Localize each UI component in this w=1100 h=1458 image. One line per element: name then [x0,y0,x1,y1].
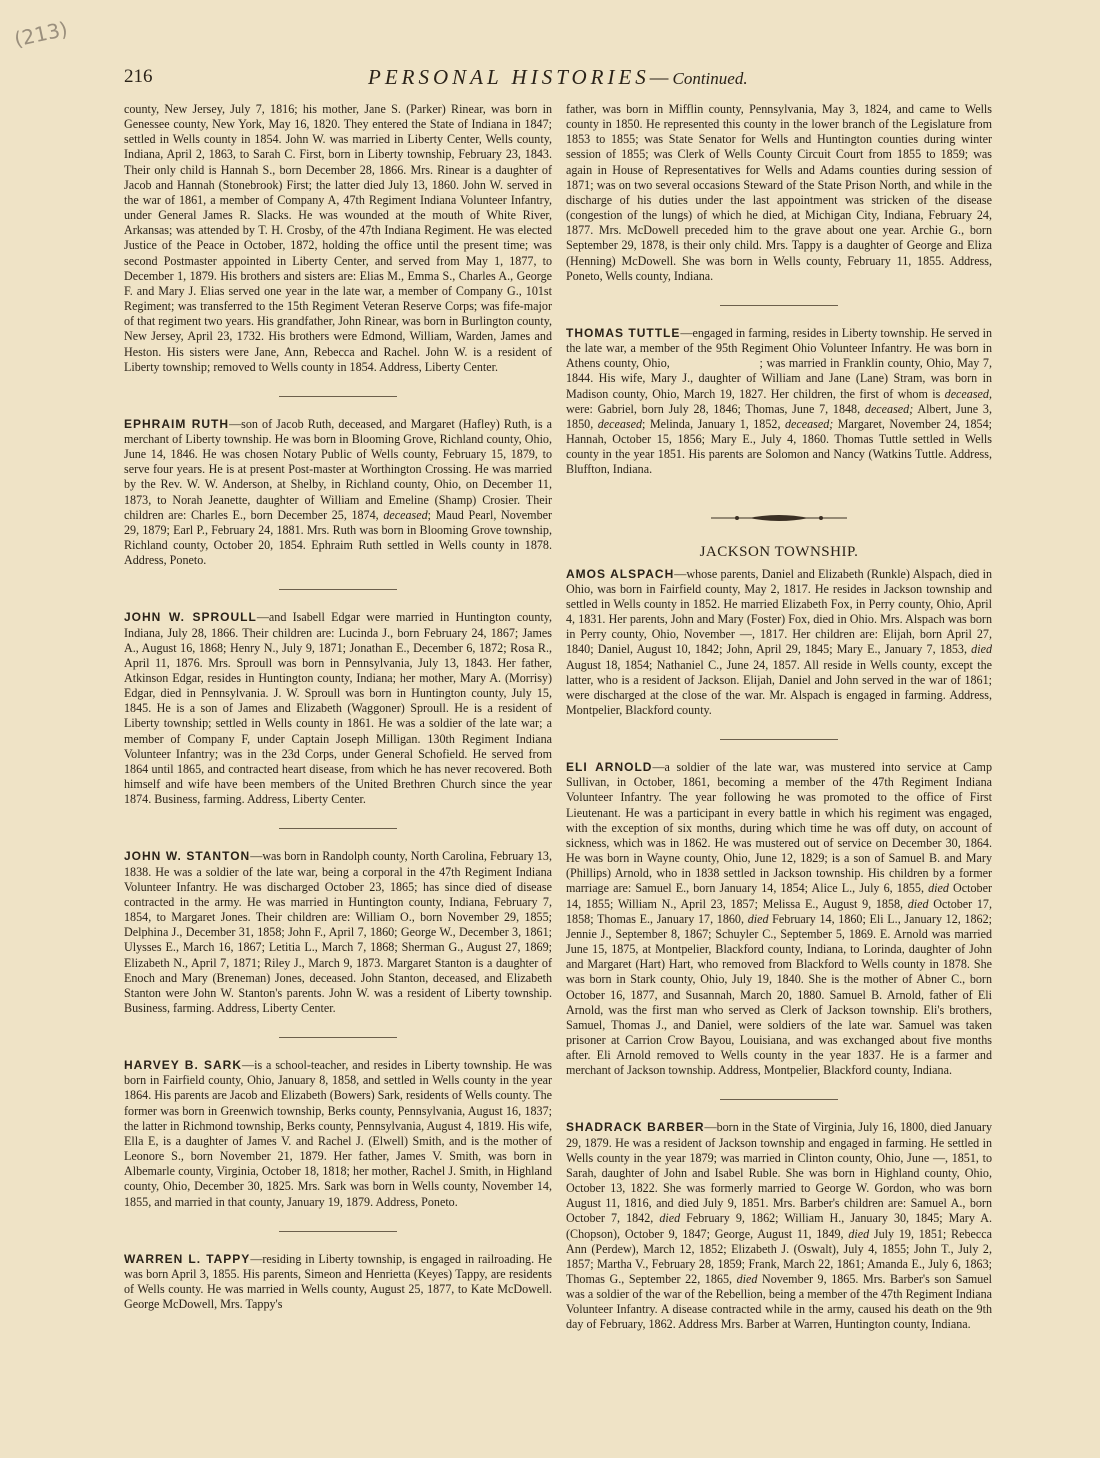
entry-text: October 17, 1858; Thomas E., January 17, 1860, [566,896,992,926]
entry-separator [279,1231,397,1232]
page-number: 216 [124,66,153,87]
section-ornament [709,511,849,525]
entry-text: October 14, 1855; William N., April 23, 1857; Melissa E., August 9, 1858, [566,881,992,911]
entry-text: November 9, 1865. Mrs. Barber's son Samuel was a soldier of the war of the Rebellion, being a member of the 47th Regiment Indiana Volunteer Infantry. A disease contracted while in the army, caused his death on the 9th day of February, 1862. Address Mrs. Barber at Warren, Huntington county, Indiana. [566,1272,992,1332]
entry-italic: deceased [597,416,643,431]
pencil-annotation: (213) [12,16,70,52]
entry-separator [279,1037,397,1038]
entry-separator [279,589,397,590]
entry-italic: died [848,1226,870,1241]
entry-text: —residing in Liberty township, is engaged in railroading. He was born April 3, 1855. His parents, Simeon and Henrietta (Keyes) Tappy, are residents of Wells county. He was married in Wells county, August 25, 1877, to Kate McDowell. George McDowell, Mrs. Tappy's [124,1251,552,1312]
entry-italic: died [907,896,929,911]
entry-separator [279,396,397,397]
entry-italic: died [659,1211,681,1226]
entry-italic: died [971,642,992,657]
entry-separator [720,739,838,740]
entry-separator [279,828,397,829]
entry-name: JOHN W. SPROULL [124,610,257,625]
entry-italic: died [736,1272,758,1286]
entry-eli-arnold [566,760,992,1078]
running-title-main: PERSONAL HISTORIES— [368,65,673,89]
entry-name: THOMAS TUTTLE [566,325,681,340]
entry-shadrack-barber [566,1120,992,1332]
entry-text: —engaged in farming, resides in Liberty township. He served in the late war, a member of the 95th Regiment Ohio Volunteer Infantry. He was born in Athens county, Ohio, ; was married in Franklin county, Ohio, May 7, 1844. His wife, Mary J., daughter of William and Jane (Lane) Stram, was born in Madison county, Ohio, March 19, 1827. Her children, the first of whom is [566,325,996,401]
right-column [566,102,996,1333]
entry-rinear-continued: county, New Jersey, July 7, 1816; his mother, Jane S. (Parker) Rinear, was born in Genessee county, New York, May 16, 1820. They entered the State of Indiana in 1847; settled in Wells county in 1854. John W. was married in Liberty Center, Wells county, Indiana, April 2, 1863, to Sarah C. First, born in Liberty township, February 23, 1843. Their only child is Hannah S., born December 28, 1866. Mrs. Rinear is a daughter of Jacob and Hannah (Stonebrook) First; the latter died July 13, 1860. John W. served in the war of 1861, a member of Company A, 47th Regiment Indiana Volunteer Infantry, under General James R. Slacks. He was wounded at the mouth of White River, Arkansas; was attended by T. H. Crosby, of the 47th Indiana Regiment. He was elected Justice of the Peace in October, 1872, holding the office until the present time; was second Postmaster appointed in Liberty Center, and served from May 1, 1877, to December 1, 1879. His brothers and sisters are: Elias M., Emma S., Charles A., George F. and Mary J. Elias served one year in the late war, a member of Company G., 101st Regiment; was transferred to the 15th Regiment Veteran Reserve Corps; was fife-major of that regiment two years. His grandfather, John Rinear, was born in Burlington county, New Jersey, April 23, 1732. His brothers were Edmond, William, Warden, James and Heston. His sisters were Jane, Ann, Rebecca and Rachel. John W. is a resident of Liberty township; removed to Wells county in 1854. Address, Liberty Center. [124,102,552,374]
entry-text: Albert, June 3, 1850, [566,401,992,431]
entry-text: February 14, 1860; Eli L., January 12, 1862; Jennie J., September 8, 1867; Schuyler C., September 5, 1869. E. Arnold was married June 15, 1875, at Montpelier, Blackford county, Indiana, to Lorinda, daughter of John and Margaret (Hart) Hart, who removed from Blackford to Wells county in 1878. She was born in Stark county, Ohio, July 19, 1840. She is the mother of Abner C., born October 16, 1877, and Susannah, March 20, 1880. Samuel B. Arnold, father of Eli Arnold, was the first man who served as Clerk of Jackson township. Eli's brothers, Samuel, Thomas J., and Daniel, were soldiers of the late war. Samuel was taken prisoner at Carrion Crow Bayou, Louisiana, and was exchanged about five months after. Eli Arnold removed to Wells county in the year 1837. He is a farmer and merchant of Jackson township. Address, Montpelier, Blackford county, Indiana. [566,911,993,1078]
entry-name: EPHRAIM RUTH [124,416,230,431]
entry-text: August 18, 1854; Nathaniel C., June 24, 1857. All reside in Wells county, except the latter, who is a resident of Jackson. Elijah, Daniel and John served in the war of 1861; were discharged at the close of the war. Mr. Alspach is engaged in farming. Address, Montpelier, Blackford county. [566,657,992,717]
entry-text: —son of Jacob Ruth, deceased, and Margaret (Hafley) Ruth, is a merchant of Liberty township. He was born in Blooming Grove, Richland county, Ohio, June 14, 1846. He was chosen Notary Public of Wells county, February 15, 1879, to serve four years. He is at present Post-master at Worthington Crossing. He was married by the Rev. W. W. Anderson, at Shelby, in Richland county, Ohio, on December 11, 1873, to Norah Jeanette, daughter of William and Emeline (Shamp) Crosier. Their children are: Charles E., born December 25, 1874, [124,416,553,522]
entry-text: ; Maud Pearl, November 29, 1879; Earl P., February 24, 1881. Mrs. Ruth was born in Blooming Grove township, Richland county, October 20, 1854. Ephraim Ruth settled in Wells county in 1878. Address, Poneto. [124,507,553,568]
entry-text: —a soldier of the late war, was mustered into service at Camp Sullivan, in October, 1861, becoming a member of the 47th Regiment Indiana Volunteer Infantry. The year following he was promoted to the office of First Lieutenant. He was a participant in every battle in which his regiment was engaged, with the exception of six months, during which time he was off duty, on account of sickness, which was in 1862. He was mustered out of service on December 30, 1864. He was born in Wayne county, Ohio, June 12, 1829; is a son of Samuel B. and Mary (Phillips) Arnold, who in 1838 settled in Jackson township. His children by a former marriage are: Samuel E., born January 14, 1854; Alice L., July 6, 1855, [566,760,993,896]
entry-name: SHADRACK BARBER [566,1120,705,1135]
entry-name: HARVEY B. SARK [124,1058,242,1073]
entry-separator [720,305,838,306]
entry-warren-l-tappy [124,1252,552,1313]
running-title [368,65,748,90]
entry-harvey-b-sark [124,1058,552,1210]
left-column [124,102,552,1312]
entry-italic: deceased; [864,401,914,416]
entry-text: February 9, 1862; William H., January 30, 1845; Mary A. (Chopson), October 9, 1847; George, August 11, 1849, [566,1211,992,1241]
entry-text: —and Isabell Edgar were married in Huntington county, Indiana, July 28, 1866. Their children are: Lucinda J., born February 24, 1867; James A., August 16, 1868; Henry N., July 9, 1871; Jonathan E., December 6, 1872; Rosa R., April 11, 1876. Mrs. Sproull was born in Pennsylvania, July 13, 1843. Her father, Atkinson Edgar, resides in Huntington county, Indiana; her mother, Mary A. (Morrisy) Edgar, died in Pennsylvania. J. W. Sproull was born in Huntington county, July 15, 1845. He is a son of James and Elizabeth (Waggoner) Sproull. He is a resident of Liberty township; settled in Wells county in 1861. He was a soldier of the late war; a member of Company F, under Captain Joseph Milligan. 130th Regiment Indiana Volunteer Infantry; was in the 23d Corps, under General Schofield. He served from 1864 until 1865, and contracted heart disease, from which he has never recovered. Both himself and wife have been members of the United Brethren Church since the year 1874. Business, farming. Address, Liberty Center. [124,610,553,807]
entry-name: WARREN L. TAPPY [124,1251,251,1266]
entry-text: , were: Gabriel, born July 28, 1846; Thomas, June 7, 1848, [566,386,992,416]
entry-italic: deceased [944,386,989,401]
entry-john-w-stanton [124,849,552,1016]
entry-italic: died [928,881,949,896]
entry-text: —is a school-teacher, and resides in Liberty township. He was born in Fairfield county, Ohio, January 8, 1858, and settled in Wells county in the year 1864. His parents are Jacob and Elizabeth (Bowers) Sark, residents of Wells county. The former was born in Greenwich township, Berks county, Pennsylvania, August 16, 1837; the latter in Richmond township, Berks county, Pennsylvania, August 4, 1819. His wife, Ella E, is a daughter of James V. and Rachel J. (Elwell) Smith, and is the mother of Leonore S., born November 21, 1879. Her father, James V. Smith, was born in Albemarle county, Virginia, October 18, 1818; her mother, Rachel J. Smith, in Highland county, Ohio, December 30, 1825. Mrs. Sark was born in Wells county, November 14, 1855, and married in that county, January 19, 1879. Address, Poneto. [124,1058,552,1209]
entry-text: —born in the State of Virginia, July 16, 1800, died January 29, 1879. He was a resident of Jackson township and engaged in farming. He settled in Wells county in the year 1879; was married in Clinton county, Ohio, June —, 1851, to Sarah, daughter of John and Isabel Ruble. She was born in Highland county, Ohio, October 13, 1822. She was formerly married to George W. Gordon, who was born August 11, 1816, and died July 9, 1851. Mrs. Barber's children are: Samuel A., born October 7, 1842, [566,1120,992,1226]
entry-separator [720,1099,838,1100]
entry-text: ; Melinda, January 1, 1852, [642,416,785,431]
entry-name: JOHN W. STANTON [124,849,251,864]
entry-text: July 19, 1851; Rebecca Ann (Perdew), March 12, 1852; Elizabeth J. (Oswalt), July 4, 1855; John T., July 2, 1857; Martha V., February 28, 1859; Frank, March 22, 1861; Amanda E., July 6, 1863; Thomas G., September 22, 1865, [566,1226,992,1286]
entry-italic: deceased [383,507,428,522]
page-header [124,66,1004,100]
entry-text: —whose parents, Daniel and Elizabeth (Runkle) Alspach, died in Ohio, was born in Fairfield county, May 2, 1817. He resides in Jackson township and settled in Wells county in 1852. He married Elizabeth Fox, in Perry county, Ohio, April 4, 1831. Her parents, John and Mary (Foster) Fox, died in Ohio. Mrs. Alspach was born in Perry county, Ohio, November —, 1817. Her children are: Elijah, born April 27, 1840; Daniel, August 10, 1842; John, April 29, 1845; Mary E., January 7, 1853, [566,566,993,657]
entry-thomas-tuttle [566,325,996,478]
entry-name: AMOS ALSPACH [566,566,675,581]
entry-text: Margaret, November 24, 1854; Hannah, October 15, 1856; Mary E., July 4, 1860. Thomas Tuttle settled in Wells county in the year 1851. His parents are Solomon and Nancy (Watkins Tuttle. Address, Bluffton, Indiana. [566,416,992,477]
entry-italic: died [747,911,769,926]
entry-tappy-continued: father, was born in Mifflin county, Pennsylvania, May 3, 1824, and came to Wells county in 1850. He represented this county in the lower branch of the Legislature from 1853 to 1855; was State Senator for Wells and Huntington counties during winter session of 1855; was Clerk of Wells County Circuit Court from 1855 to 1859; was again in House of Representatives for Wells and Adams counties during session of 1871; was on two several occasions Steward of the State Prison North, and while in the discharge of his duties under the last appointment was stricken of the disease (congestion of the lungs) of which he died, at Michigan City, Indiana, February 24, 1877. Mrs. McDowell preceded him to the grave about one year. Archie G., born September 29, 1878, is their only child. Mrs. Tappy is a daughter of George and Eliza (Henning) McDowell. She was born in Wells county, February 11, 1855. Address, Poneto, Wells county, Indiana. [566,102,992,283]
entry-italic: deceased; [784,416,834,431]
entry-text: —was born in Randolph county, North Carolina, February 13, 1838. He was a soldier of the late war, being a corporal in the 47th Regiment Indiana Volunteer Infantry. He was discharged October 23, 1865; has since died of disease contracted in the army. He was married in Huntington county, Indiana, February 7, 1854, to Margaret Jones. Their children are: William O., born November 29, 1855; Delphina J., December 31, 1858; John F., April 7, 1860; George W., December 3, 1861; Ulysses E., March 16, 1867; Letitia L., March 7, 1868; Sherman G., August 27, 1869; Elizabeth N., April 7, 1871; Riley J., March 9, 1873. Margaret Stanton is a daughter of Enoch and Mary (Breneman) Jones, deceased. John Stanton, deceased, and Elizabeth Stanton were John W. Stanton's parents. John W. was a resident of Liberty township. Business, farming. Address, Liberty Center. [124,849,552,1015]
running-title-continued: Continued. [672,69,748,88]
entry-amos-alspach [566,567,992,719]
entry-john-w-sproull [124,610,552,807]
section-heading-jackson-township: JACKSON TOWNSHIP. [699,544,859,561]
entry-name: ELI ARNOLD [566,760,653,775]
entry-ephraim-ruth [124,417,552,569]
